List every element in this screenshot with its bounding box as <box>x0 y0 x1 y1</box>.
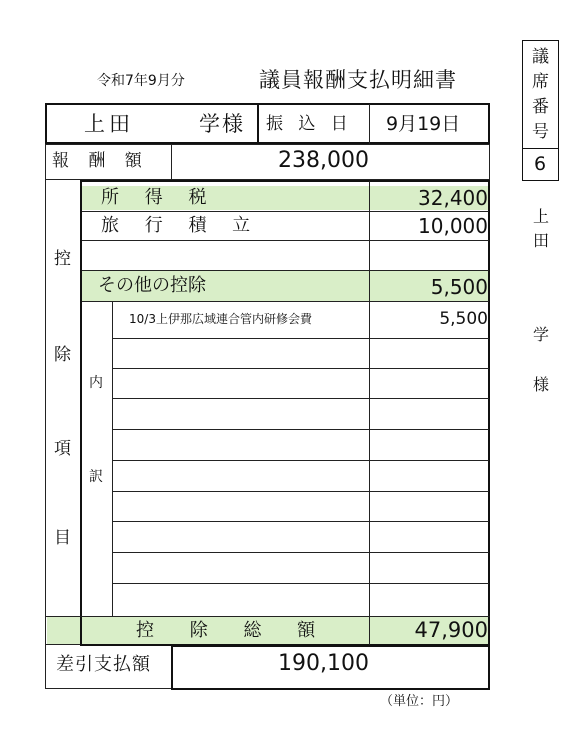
deductions-side-char-3: 項 <box>54 439 71 459</box>
transfer-date-label: 振 込 日 <box>266 114 353 134</box>
deductions-side-char-4: 目 <box>54 528 71 548</box>
total-deductions-value: 47,900 <box>414 618 488 642</box>
breakdown-item-description: 10/3上伊那広域連合管内研修会費 <box>129 312 312 326</box>
deductions-box <box>80 180 490 646</box>
period-label: 令和7年9月分 <box>97 73 185 89</box>
unit-note: （単位：円） <box>380 694 459 709</box>
side-name-char-3: 学 <box>533 325 550 344</box>
salary-label: 報 酬 額 <box>52 151 149 171</box>
side-name-char-4: 様 <box>533 375 550 394</box>
breakdown-label-char-1: 内 <box>89 375 103 391</box>
transfer-date: 9月19日 <box>386 113 461 135</box>
document-title: 議員報酬支払明細書 <box>259 68 457 92</box>
deductions-side-char-2: 除 <box>54 345 71 365</box>
deductions-side-char-1: 控 <box>54 249 71 269</box>
side-name-char-2: 田 <box>533 231 550 250</box>
travel-savings-value: 10,000 <box>418 214 488 238</box>
other-deductions-label: その他の控除 <box>98 275 206 296</box>
net-pay-value: 190,100 <box>278 651 369 676</box>
income-tax-value: 32,400 <box>418 186 488 210</box>
breakdown-label-char-2: 訳 <box>89 469 103 485</box>
income-tax-label: 所 得 税 <box>101 187 217 208</box>
net-pay-label: 差引支払額 <box>56 654 151 675</box>
breakdown-item-amount: 5,500 <box>439 309 488 329</box>
seat-label: 議席番号 <box>532 47 549 142</box>
travel-savings-label: 旅 行 積 立 <box>101 215 261 236</box>
recipient-honorific: 学様 <box>199 112 245 136</box>
side-name-char-1: 上 <box>533 207 550 226</box>
other-deductions-value: 5,500 <box>430 275 488 299</box>
seat-number: 6 <box>534 153 547 175</box>
salary-value: 238,000 <box>278 148 369 173</box>
total-deductions-label: 控 除 総 額 <box>136 620 331 641</box>
recipient-surname: 上田 <box>84 112 134 136</box>
